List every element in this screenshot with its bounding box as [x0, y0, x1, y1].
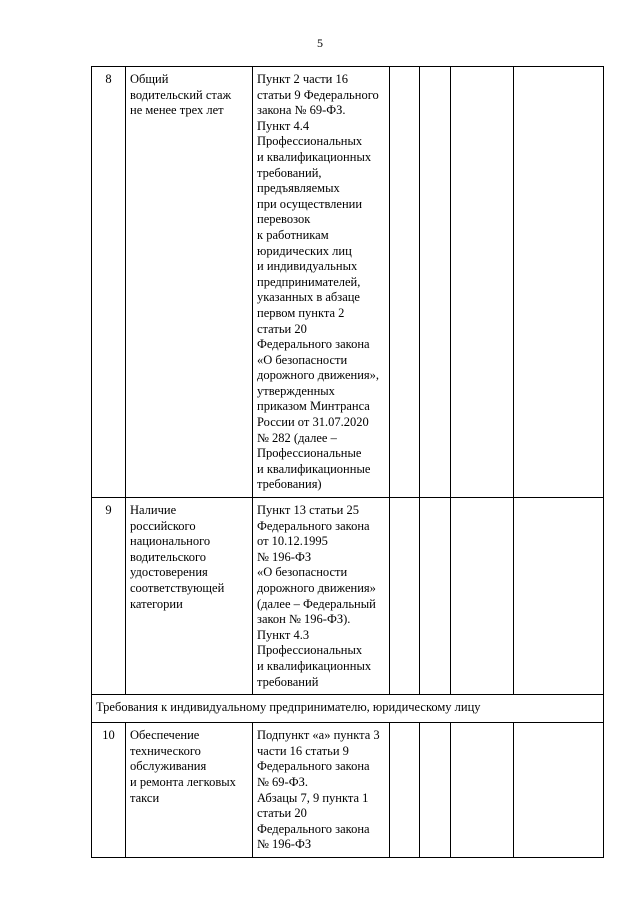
legal-basis-cell	[253, 67, 390, 498]
table-row	[92, 723, 604, 858]
cell-line: предпринимателей,	[257, 274, 361, 289]
legal-basis-cell	[253, 723, 390, 858]
cell-line: перевозок	[257, 212, 311, 227]
cell-line: Профессиональные	[257, 446, 362, 461]
cell-line: российского	[130, 518, 196, 533]
cell-line: России от 31.07.2020	[257, 415, 369, 430]
cell-line: приказом Минтранса	[257, 399, 370, 414]
cell-line: закон № 196-ФЗ).	[257, 612, 351, 627]
cell-line: «О безопасности	[257, 565, 348, 580]
cell-line: Пункт 4.4	[257, 118, 310, 133]
cell-line: Пункт 2 части 16	[257, 72, 348, 86]
cell-line: статьи 9 Федерального	[257, 87, 379, 102]
cell-line: Федерального закона	[257, 759, 370, 774]
empty-cell	[420, 67, 451, 498]
empty-cell	[390, 67, 420, 498]
cell-line: статьи 20	[257, 806, 307, 821]
cell-line: дорожного движения»	[257, 581, 376, 595]
empty-cell	[514, 498, 604, 695]
cell-line: не менее трех лет	[130, 103, 224, 118]
row-number: 10	[92, 723, 126, 858]
table-row	[92, 498, 604, 695]
cell-line: обслуживания	[130, 759, 207, 774]
cell-line: утвержденных	[257, 383, 335, 398]
cell-line: соответствующей	[130, 581, 225, 595]
cell-line: Общий	[130, 72, 169, 86]
cell-line: водительского	[130, 549, 207, 564]
cell-line: и ремонта легковых	[130, 774, 236, 789]
cell-line: водительский стаж	[130, 87, 232, 102]
cell-line: Федерального закона	[257, 821, 370, 836]
cell-line: от 10.12.1995	[257, 534, 328, 549]
cell-line: к работникам	[257, 227, 329, 242]
cell-line: Профессиональных	[257, 134, 363, 149]
cell-line: такси	[130, 790, 160, 805]
requirement-cell	[126, 723, 253, 858]
cell-line: № 196-ФЗ	[257, 549, 312, 564]
cell-line: Абзацы 7, 9 пункта 1	[257, 790, 369, 805]
cell-line: при осуществлении	[257, 196, 363, 211]
cell-line: категории	[130, 596, 183, 611]
cell-line: № 196-ФЗ	[257, 837, 312, 852]
cell-line: части 16 статьи 9	[257, 743, 349, 758]
cell-line: юридических лиц	[257, 243, 352, 258]
cell-line: и индивидуальных	[257, 259, 358, 274]
section-header: Требования к индивидуальному предпринимателю, юридическому лицу	[92, 695, 604, 723]
empty-cell	[390, 498, 420, 695]
cell-line: и квалификационных	[257, 658, 372, 673]
cell-line: Профессиональных	[257, 643, 363, 658]
row-number: 8	[92, 67, 126, 498]
cell-line: Подпункт «а» пункта 3	[257, 728, 380, 743]
cell-line: удостоверения	[130, 565, 208, 580]
cell-line: Федерального закона	[257, 337, 370, 352]
requirement-cell	[126, 498, 253, 695]
cell-line: Наличие	[130, 503, 177, 518]
cell-line: № 69-ФЗ.	[257, 774, 308, 789]
empty-cell	[451, 67, 514, 498]
cell-line: (далее – Федеральный	[257, 596, 376, 611]
page-number: 5	[317, 36, 323, 50]
empty-cell	[420, 498, 451, 695]
empty-cell	[451, 723, 514, 858]
cell-line: первом пункта 2	[257, 305, 345, 320]
cell-line: требования)	[257, 477, 322, 492]
empty-cell	[451, 498, 514, 695]
cell-line: и квалификационные	[257, 461, 371, 476]
cell-line: дорожного движения»,	[257, 368, 380, 383]
cell-line: Обеспечение	[130, 728, 200, 743]
cell-line: национального	[130, 534, 211, 549]
cell-line: требований	[257, 674, 319, 689]
empty-cell	[514, 723, 604, 858]
empty-cell	[390, 723, 420, 858]
cell-line: статьи 20	[257, 321, 307, 336]
requirement-cell	[126, 67, 253, 498]
empty-cell	[420, 723, 451, 858]
empty-cell	[514, 67, 604, 498]
section-row	[92, 695, 604, 723]
cell-line: требований,	[257, 165, 322, 180]
cell-line: Пункт 13 статьи 25	[257, 503, 359, 518]
cell-line: предъявляемых	[257, 181, 340, 196]
cell-line: Пункт 4.3	[257, 627, 310, 642]
legal-basis-cell	[253, 498, 390, 695]
table-row	[92, 67, 604, 498]
cell-line: Федерального закона	[257, 518, 370, 533]
cell-line: указанных в абзаце	[257, 290, 360, 305]
requirements-table	[91, 66, 604, 858]
cell-line: закона № 69-ФЗ.	[257, 103, 346, 118]
row-number: 9	[92, 498, 126, 695]
cell-line: № 282 (далее –	[257, 430, 337, 445]
cell-line: и квалификационных	[257, 149, 372, 164]
cell-line: технического	[130, 743, 201, 758]
cell-line: «О безопасности	[257, 352, 348, 367]
